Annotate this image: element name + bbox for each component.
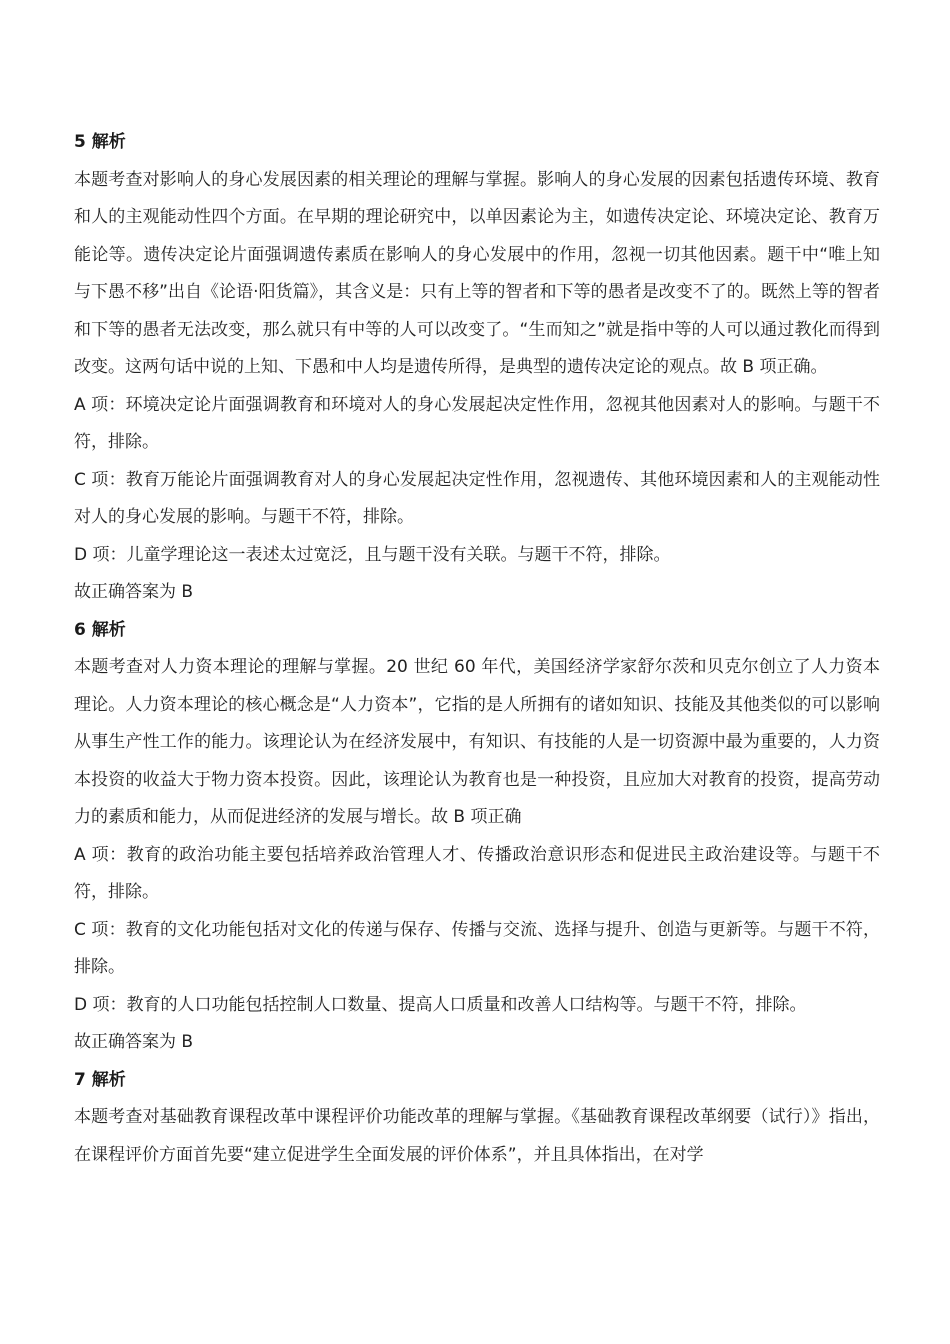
- analysis-section-7: [74, 1062, 880, 1175]
- paragraph: C 项：教育万能论片面强调教育对人的身心发展起决定性作用，忽视遗传、其他环境因素和人的主观能动性对人的身心发展的影响。与题干不符，排除。: [74, 469, 880, 527]
- section-heading: 7 解析: [74, 1069, 126, 1090]
- section-heading: 5 解析: [74, 132, 126, 152]
- paragraph: 本题考查对基础教育课程改革中课程评价功能改革的理解与掌握。《基础教育课程改革纲要（试行）》指出，在课程评价方面首先要“建立促进学生全面发展的评价体系”，并且具体指出，在对学: [74, 1107, 880, 1165]
- paragraph: C 项：教育的文化功能包括对文化的传递与保存、传播与交流、选择与提升、创造与更新等。与题干不符，排除。: [74, 919, 880, 977]
- paragraph: A 项：环境决定论片面强调教育和环境对人的身心发展起决定性作用，忽视其他因素对人的影响。与题干不符，排除。: [74, 394, 880, 452]
- paragraph: A 项：教育的政治功能主要包括培养政治管理人才、传播政治意识形态和促进民主政治建设等。与题干不符，排除。: [74, 844, 880, 902]
- paragraph: D 项：儿童学理论这一表述太过宽泛，且与题干没有关联。与题干不符，排除。: [74, 544, 671, 565]
- document-page: [74, 124, 880, 1174]
- analysis-section-5: [74, 124, 880, 612]
- paragraph: 本题考查对影响人的身心发展因素的相关理论的理解与掌握。影响人的身心发展的因素包括遗传环境、教育和人的主观能动性四个方面。在早期的理论研究中，以单因素论为主，如遗传决定论、环境决定论、教育万能论等。遗传决定论片面强调遗传素质在影响人的身心发展中的作用，忽视一切其他因素。题干中“唯上知与下愚不移”出自《论语·阳货篇》，其含义是：只有上等的智者和下等的愚者是改变不了的。既然上等的智者和下等的愚者无法改变，那么就只有中等的人可以改变了。“生而知之”就是指中等的人可以通过教化而得到改变。这两句话中说的上知、下愚和中人均是遗传所得，是典型的遗传决定论的观点。故 B 项正确。: [74, 169, 880, 377]
- answer-line: 故正确答案为 B: [74, 582, 194, 602]
- paragraph: 本题考查对人力资本理论的理解与掌握。20 世纪 60 年代，美国经济学家舒尔茨和贝克尔创立了人力资本理论。人力资本理论的核心概念是“人力资本”，它指的是人所拥有的诸如知识、技能及其他类似的可以影响从事生产性工作的能力。该理论认为在经济发展中，有知识、有技能的人是一切资源中最为重要的，人力资本投资的收益大于物力资本投资。因此，该理论认为教育也是一种投资，且应加大对教育的投资，提高劳动力的素质和能力，从而促进经济的发展与增长。故 B 项正确: [74, 657, 880, 827]
- section-heading: 6 解析: [74, 619, 126, 640]
- analysis-section-6: [74, 612, 880, 1062]
- paragraph: D 项：教育的人口功能包括控制人口数量、提高人口质量和改善人口结构等。与题干不符，排除。: [74, 994, 807, 1015]
- answer-line: 故正确答案为 B: [74, 1032, 194, 1052]
